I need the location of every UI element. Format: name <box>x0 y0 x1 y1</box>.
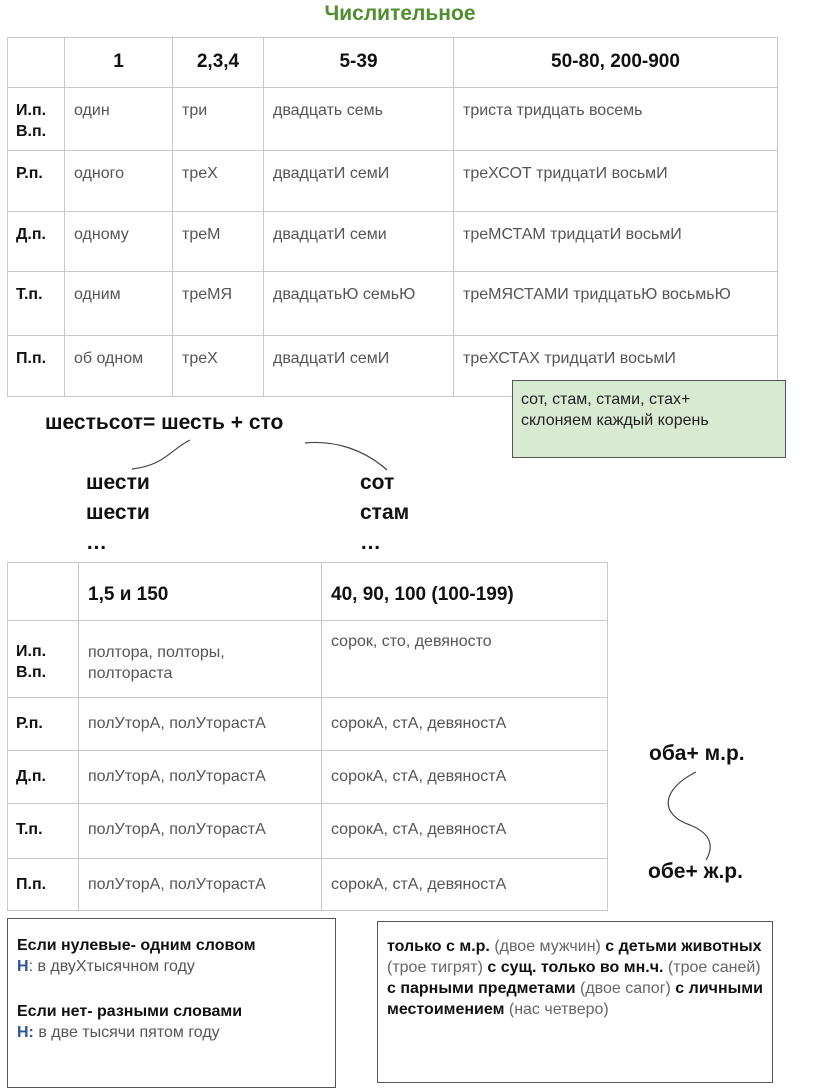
case-label: И.п. В.п. <box>8 88 65 151</box>
table-header-row <box>8 563 608 621</box>
header-cell: 1 <box>65 38 173 88</box>
table-cell: двадцатИ семИ <box>264 336 454 397</box>
case-label: И.п. В.п. <box>8 621 79 698</box>
table-row <box>8 621 608 698</box>
table-cell: триста тридцать восемь <box>454 88 778 151</box>
header-cell: 2,3,4 <box>173 38 264 88</box>
table-cell: треМСТАМ тридцатИ восьмИ <box>454 212 778 272</box>
oba-masculine: оба+ м.р. <box>649 742 745 765</box>
table-cell: двадцатьЮ семьЮ <box>264 272 454 336</box>
table-cell: один <box>65 88 173 151</box>
table-cell: полУторА, полУторастА <box>79 859 322 911</box>
header-cell: 50-80, 200-900 <box>454 38 778 88</box>
case-label: П.п. <box>8 336 65 397</box>
table-cell: двадцатИ семи <box>264 212 454 272</box>
example-text: (нас четверо) <box>508 1001 609 1018</box>
table-cell: треХ <box>173 151 264 212</box>
table-cell: треХ <box>173 336 264 397</box>
table-cell: полтора, полторы, полтораста <box>79 621 322 698</box>
table-cell: сорокА, стА, девяностА <box>322 751 608 804</box>
table-cell: двадцатИ семИ <box>264 151 454 212</box>
example-text: Н: в две тысячи пятом году <box>17 1024 220 1041</box>
table-row <box>8 698 608 751</box>
table-row <box>8 804 608 859</box>
note-box: сот, стам, стами, стах+ склоняем каждый корень <box>512 380 786 458</box>
table-cell: треХСТАХ тридцатИ восьмИ <box>454 336 778 397</box>
rule-text: с сущ. только во мн.ч. <box>482 959 668 976</box>
table-cell: треХСОТ тридцатИ восьмИ <box>454 151 778 212</box>
rule-text: с личными местоимением <box>387 980 763 1018</box>
example-text: (трое тигрят) <box>387 959 483 976</box>
table-cell: об одном <box>65 336 173 397</box>
table-cell: треМЯСТАМИ тридцатьЮ восьмьЮ <box>454 272 778 336</box>
rule-text: с детьми животных <box>600 938 762 955</box>
rule-text: с парными предметами <box>387 980 580 997</box>
table-cell: одному <box>65 212 173 272</box>
example-text: Н: в двуХтысячном году <box>17 958 195 975</box>
table-cell: треМ <box>173 212 264 272</box>
table-cell: полУторА, полУторастА <box>79 698 322 751</box>
example-text: (двое сапог) <box>580 980 671 997</box>
derivation-right: сот стам … <box>360 471 410 554</box>
table-cell: одного <box>65 151 173 212</box>
case-label: Р.п. <box>8 698 79 751</box>
table-cell: сорокА, стА, девяностА <box>322 859 608 911</box>
example-text: (двое мужчин) <box>494 938 601 955</box>
table-row <box>8 859 608 911</box>
case-label: П.п. <box>8 859 79 911</box>
header-cell <box>8 563 79 621</box>
case-label: Т.п. <box>8 804 79 859</box>
page-title: Числительное <box>324 2 476 25</box>
rule-text: только с м.р. <box>387 938 495 955</box>
header-cell: 5-39 <box>264 38 454 88</box>
case-label: Д.п. <box>8 212 65 272</box>
header-cell: 1,5 и 150 <box>79 563 322 621</box>
table-cell: треМЯ <box>173 272 264 336</box>
table-cell: полУторА, полУторастА <box>79 804 322 859</box>
table-cell: сорок, сто, девяносто <box>322 621 608 698</box>
rule-box-right <box>377 921 773 1083</box>
rule-text: Если нет- разными словами <box>17 1003 243 1020</box>
case-label: Д.п. <box>8 751 79 804</box>
derivation-left: шести шести … <box>86 471 150 554</box>
table-cell: сорокА, стА, девяностА <box>322 698 608 751</box>
formula-text: шестьсот= шесть + сто <box>45 411 284 434</box>
rule-text: Если нулевые- одним словом <box>17 937 256 954</box>
table-cell: двадцать семь <box>264 88 454 151</box>
case-label: Т.п. <box>8 272 65 336</box>
example-text: (трое саней) <box>667 959 761 976</box>
table-cell: три <box>173 88 264 151</box>
rule-box-left <box>7 918 336 1088</box>
table-row <box>8 751 608 804</box>
declension-table-special <box>7 562 608 911</box>
obe-feminine: обе+ ж.р. <box>648 860 743 883</box>
case-label: Р.п. <box>8 151 65 212</box>
table-cell: полУторА, полУторастА <box>79 751 322 804</box>
table-cell: сорокА, стА, девяностА <box>322 804 608 859</box>
table-cell: одним <box>65 272 173 336</box>
header-cell: 40, 90, 100 (100-199) <box>322 563 608 621</box>
